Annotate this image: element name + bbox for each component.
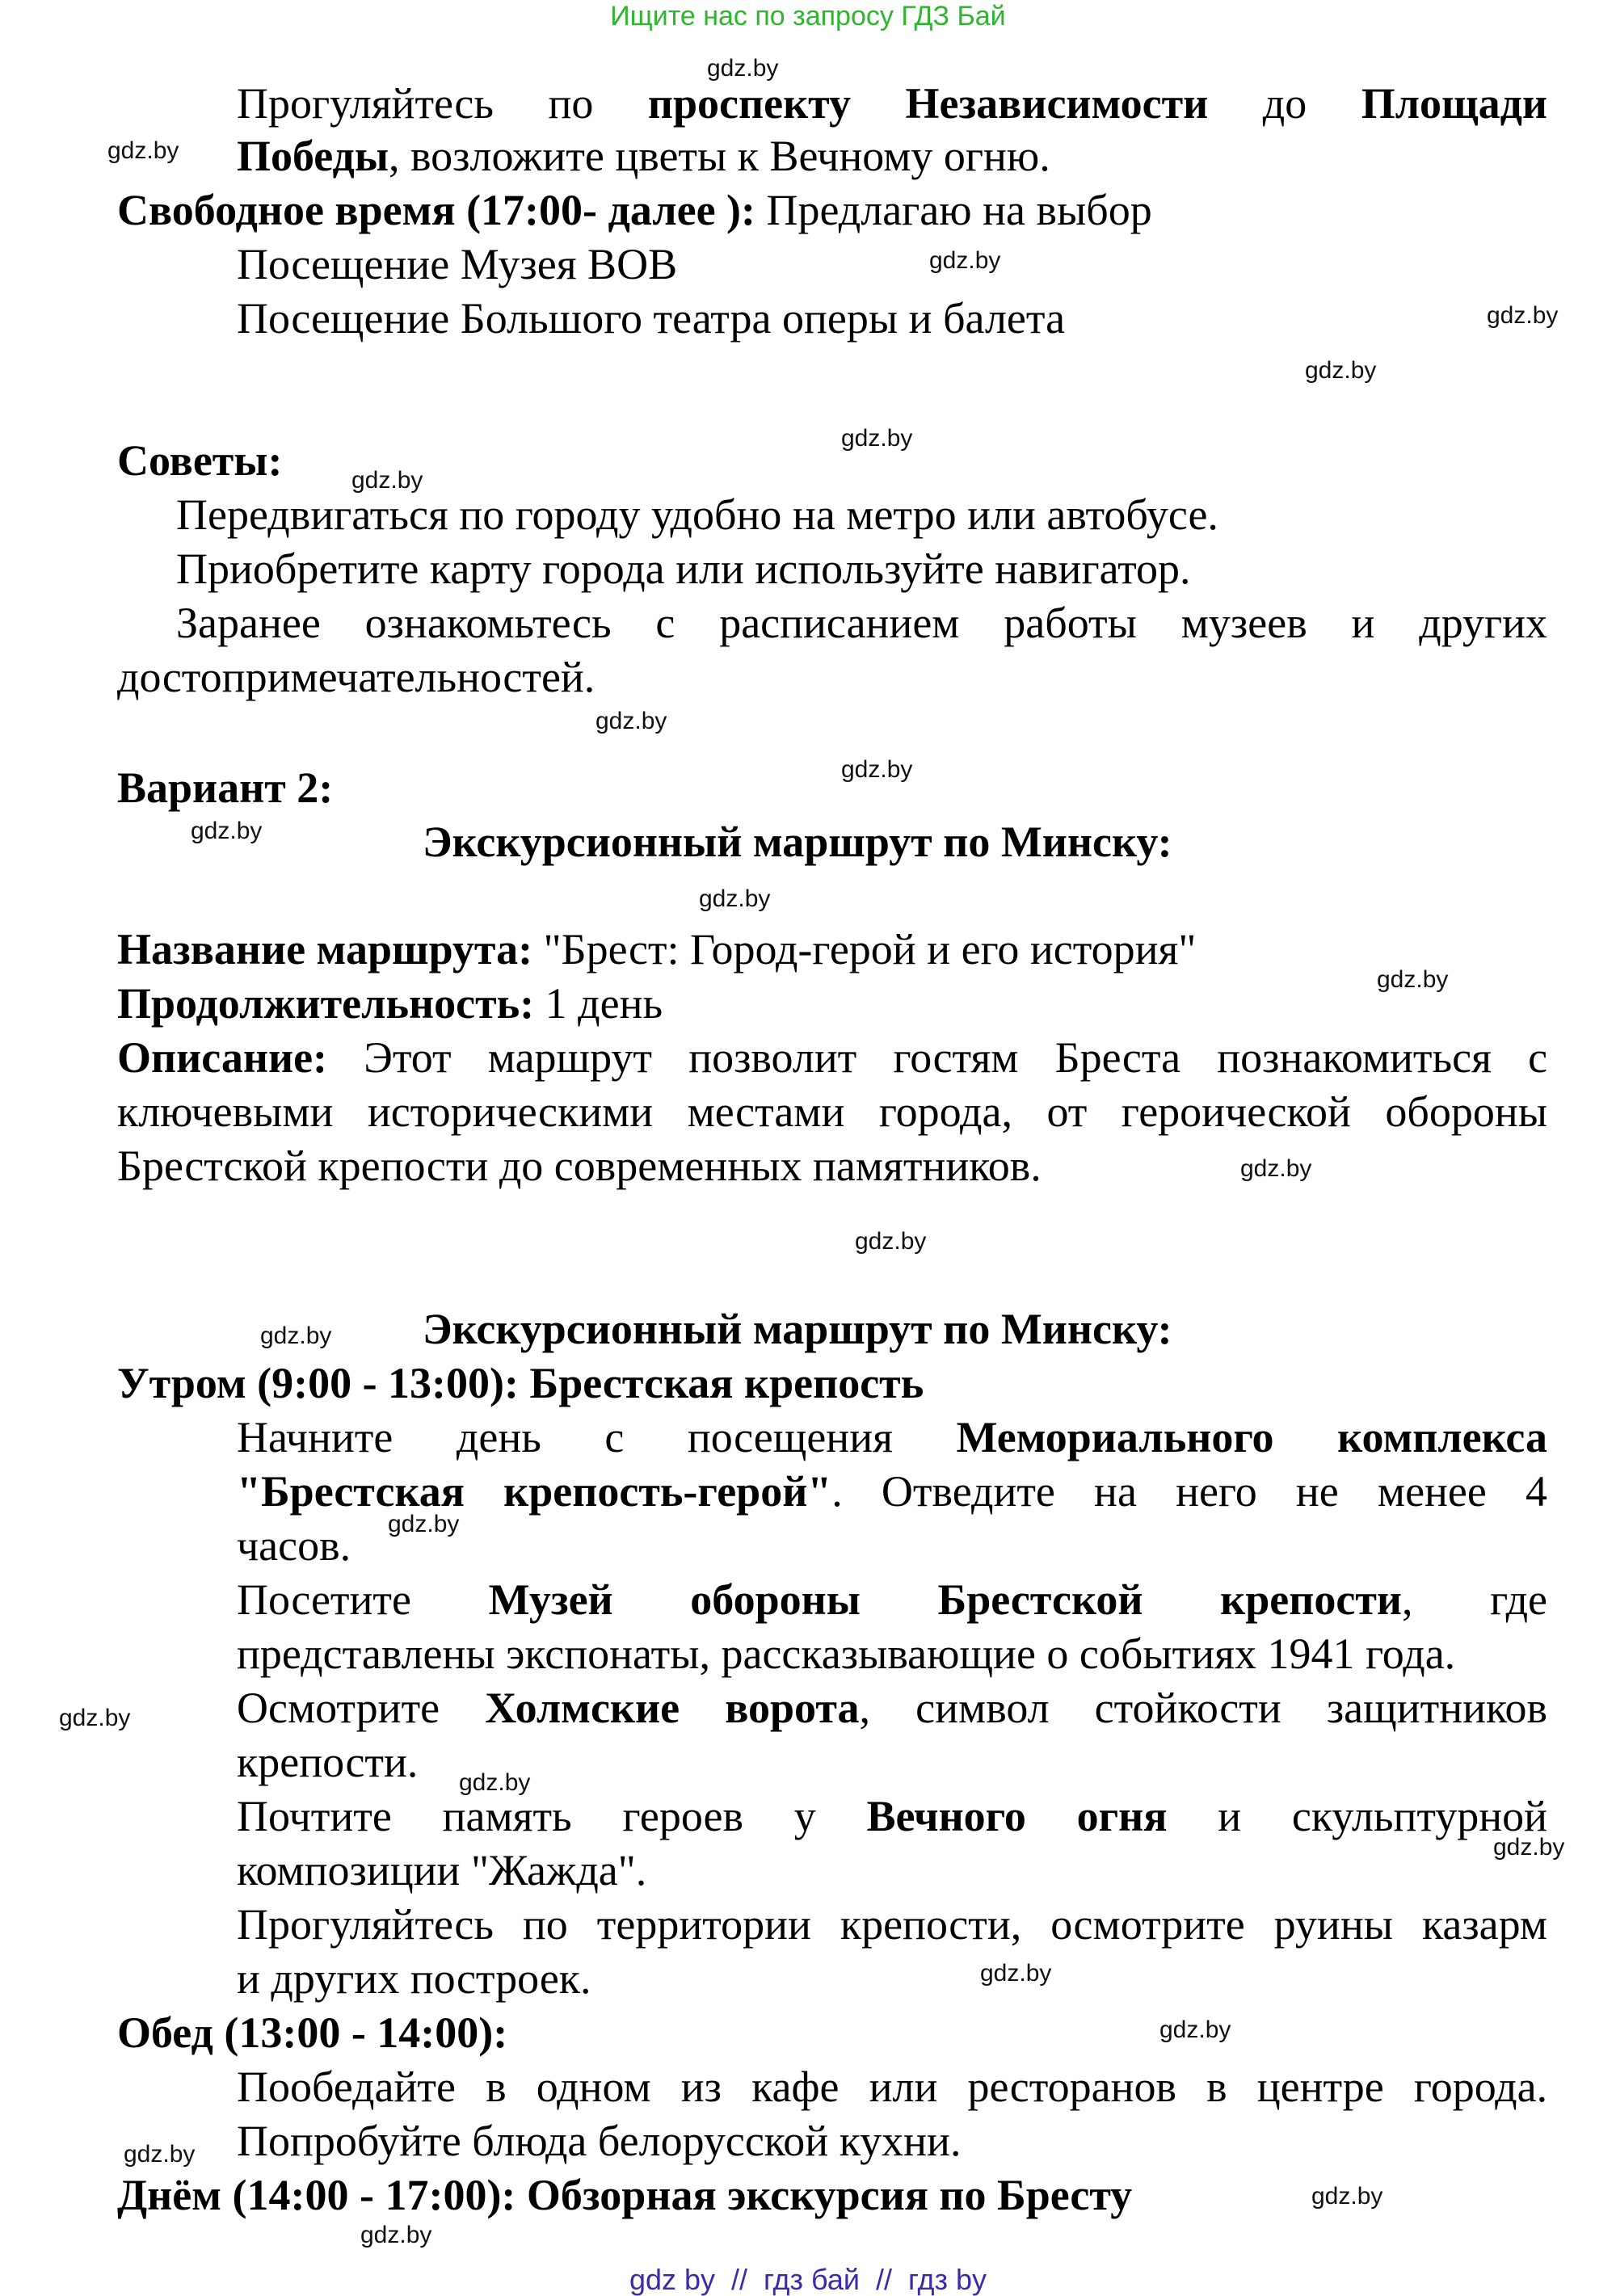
tips-heading xyxy=(117,436,282,485)
value: "Брест: Город-герой и его история" xyxy=(532,925,1197,973)
word: центре xyxy=(1256,2063,1384,2111)
watermark: gdz.by xyxy=(1311,2183,1383,2210)
watermark: gdz.by xyxy=(260,1323,332,1349)
tip-2: Приобретите карту города или используйте навигатор. xyxy=(176,545,1191,593)
route-duration xyxy=(117,979,663,1028)
description-line-2 xyxy=(117,1087,1547,1136)
word: Прогуляйтесь xyxy=(237,1900,494,1949)
top-banner: Ищите нас по запросу ГДЗ Бай xyxy=(610,1,1006,32)
word: Заранее xyxy=(176,599,321,647)
footer-separator: // xyxy=(715,2263,764,2296)
watermark: gdz.by xyxy=(707,55,779,82)
word: руины xyxy=(1273,1900,1394,1949)
tip-3-line-2: достопримечательностей. xyxy=(117,653,595,701)
word: из xyxy=(680,2063,722,2111)
bold-word: Площади xyxy=(1361,79,1548,128)
word: города. xyxy=(1413,2063,1548,2111)
word: Начните xyxy=(237,1413,393,1461)
morning-item-4-line-1 xyxy=(237,1792,1547,1840)
watermark: gdz.by xyxy=(855,1228,927,1255)
watermark: gdz.by xyxy=(1159,2016,1231,2043)
word: казарм xyxy=(1421,1900,1547,1949)
footer-links xyxy=(0,2264,1616,2296)
heading-text: Советы: xyxy=(117,436,283,485)
word: Прогуляйтесь xyxy=(237,79,494,128)
intro-line-1 xyxy=(237,79,1547,128)
word: посещения xyxy=(687,1413,893,1461)
footer-link-gdz-by[interactable]: gdz by xyxy=(629,2263,716,2296)
watermark: gdz.by xyxy=(59,1705,131,1731)
lunch-line-1 xyxy=(237,2063,1547,2111)
label: Продолжительность: xyxy=(117,979,535,1028)
word: кафе xyxy=(751,2063,840,2111)
lunch-label xyxy=(117,2008,507,2057)
word: память xyxy=(442,1792,572,1840)
watermark: gdz.by xyxy=(699,885,771,912)
morning-item-3-line-2: крепости. xyxy=(237,1738,419,1786)
word: с xyxy=(655,599,675,647)
bold-word: Холмские ворота xyxy=(485,1684,860,1732)
word: города, xyxy=(878,1087,1013,1136)
watermark: gdz.by xyxy=(124,2141,196,2168)
watermark: gdz.by xyxy=(1493,1834,1565,1861)
word: или xyxy=(869,2063,938,2111)
variant-heading xyxy=(117,763,333,812)
word: ключевыми xyxy=(117,1087,334,1136)
morning-item-1-line-2 xyxy=(237,1467,1547,1516)
word: Посетите xyxy=(237,1575,411,1624)
morning-item-1-line-1 xyxy=(237,1413,1547,1461)
watermark: gdz.by xyxy=(388,1511,460,1537)
word: расписанием xyxy=(719,599,960,647)
bold-word: Мемориального xyxy=(956,1413,1274,1461)
word: Пообедайте xyxy=(237,2063,456,2111)
word: на xyxy=(1094,1467,1137,1516)
heading-text: Вариант 2: xyxy=(117,763,334,812)
word: скульптурной xyxy=(1291,1792,1548,1840)
bold-word: Вечного огня xyxy=(866,1792,1168,1840)
morning-item-2-line-1 xyxy=(237,1575,1547,1624)
afternoon-label xyxy=(117,2171,1132,2219)
word: и xyxy=(1351,599,1375,647)
morning-item-1-line-3: часов. xyxy=(237,1521,351,1570)
word: позволит xyxy=(688,1033,857,1082)
bold-word: комплекса xyxy=(1337,1413,1548,1461)
word: от xyxy=(1046,1087,1088,1136)
itinerary-title xyxy=(423,1305,1172,1353)
word: по xyxy=(522,1900,568,1949)
route-title xyxy=(423,818,1172,866)
word: . Отведите xyxy=(831,1467,1055,1516)
word: Бреста xyxy=(1054,1033,1181,1082)
free-time-line xyxy=(117,186,1152,234)
word: с xyxy=(1528,1033,1548,1082)
morning-item-4-line-2: композиции "Жажда". xyxy=(237,1846,647,1894)
label: Днём (14:00 - 17:00): Обзорная экскурсия по Бресту xyxy=(117,2171,1133,2219)
label: Описание: xyxy=(117,1033,328,1082)
word: у xyxy=(793,1792,816,1840)
word: где xyxy=(1490,1575,1548,1624)
heading-text: Экскурсионный маршрут по Минску: xyxy=(423,1305,1172,1353)
value: 1 день xyxy=(534,979,663,1028)
word: менее xyxy=(1377,1467,1487,1516)
morning-item-3-line-1 xyxy=(237,1684,1547,1732)
description-line-1 xyxy=(117,1033,1547,1082)
watermark: gdz.by xyxy=(980,1960,1052,1987)
morning-item-5-line-1 xyxy=(237,1900,1547,1949)
footer-link-gdz-by-ru[interactable]: гдз by xyxy=(908,2263,987,2296)
morning-item-5-line-2: и других построек. xyxy=(237,1954,591,2003)
watermark: gdz.by xyxy=(1305,357,1377,384)
watermark: gdz.by xyxy=(1487,302,1559,329)
route-name xyxy=(117,925,1196,973)
word: не xyxy=(1295,1467,1339,1516)
word: ресторанов xyxy=(967,2063,1177,2111)
description-line-3: Брестской крепости до современных памятников. xyxy=(117,1142,1042,1190)
watermark: gdz.by xyxy=(360,2222,432,2248)
watermark: gdz.by xyxy=(191,818,263,844)
free-time-option-2: Посещение Большого театра оперы и балета xyxy=(237,294,1066,343)
footer-separator: // xyxy=(859,2263,908,2296)
word: до xyxy=(1262,79,1307,128)
bold-word: "Брестская xyxy=(237,1467,465,1516)
tip-3-line-1 xyxy=(176,599,1547,647)
bold-word: крепости xyxy=(1220,1575,1402,1624)
word: Осмотрите xyxy=(237,1684,440,1732)
word: территории xyxy=(596,1900,811,1949)
free-time-text: Предлагаю на выбор xyxy=(755,186,1152,234)
word: крепости, xyxy=(840,1900,1022,1949)
watermark: gdz.by xyxy=(929,247,1001,274)
word: , символ xyxy=(859,1684,1050,1732)
watermark: gdz.by xyxy=(595,708,667,734)
word: день xyxy=(456,1413,541,1461)
bold-word: проспекту xyxy=(647,79,851,128)
intro-line-2 xyxy=(237,132,1050,180)
word: познакомиться xyxy=(1217,1033,1492,1082)
heading-text: Экскурсионный маршрут по Минску: xyxy=(423,818,1172,866)
word: музеев xyxy=(1180,599,1307,647)
word: героев xyxy=(622,1792,743,1840)
watermark: gdz.by xyxy=(841,756,913,783)
bold-word: Независимости xyxy=(905,79,1209,128)
word: с xyxy=(604,1413,625,1461)
watermark: gdz.by xyxy=(459,1769,531,1796)
word: по xyxy=(548,79,594,128)
word: в xyxy=(486,2063,507,2111)
lunch-line-2: Попробуйте блюда белорусской кухни. xyxy=(237,2117,962,2165)
word: в xyxy=(1206,2063,1227,2111)
free-time-option-1: Посещение Музея ВОВ xyxy=(237,240,678,288)
word: и xyxy=(1218,1792,1242,1840)
word: работы xyxy=(1004,599,1137,647)
word: других xyxy=(1419,599,1548,647)
word: гостям xyxy=(893,1033,1019,1082)
bold-word: Музей xyxy=(488,1575,613,1624)
label: Название маршрута: xyxy=(117,925,533,973)
word: осмотрите xyxy=(1050,1900,1245,1949)
morning-label xyxy=(117,1359,924,1407)
bold-word: Победы xyxy=(237,132,389,180)
bold-word: крепость-герой" xyxy=(503,1467,832,1516)
word: ознакомьтесь xyxy=(364,599,612,647)
footer-link-gdz-bai[interactable]: гдз бай xyxy=(764,2263,860,2296)
word: 4 xyxy=(1526,1467,1548,1516)
label: Обед (13:00 - 14:00): xyxy=(117,2008,508,2057)
bold-word: Брестской xyxy=(937,1575,1143,1624)
word: , xyxy=(1402,1575,1413,1624)
word: героической xyxy=(1121,1087,1351,1136)
watermark: gdz.by xyxy=(1240,1155,1312,1182)
morning-item-2-line-2: представлены экспонаты, рассказывающие о событиях 1941 года. xyxy=(237,1629,1456,1678)
word: защитников xyxy=(1326,1684,1548,1732)
watermark: gdz.by xyxy=(351,467,423,494)
word: историческими xyxy=(367,1087,654,1136)
word: него xyxy=(1176,1467,1257,1516)
word: маршрут xyxy=(487,1033,653,1082)
word: стойкости xyxy=(1094,1684,1281,1732)
label: Утром (9:00 - 13:00): Брестская крепость xyxy=(117,1359,924,1407)
word: местами xyxy=(687,1087,845,1136)
bold-word: обороны xyxy=(690,1575,861,1624)
tip-1: Передвигаться по городу удобно на метро или автобусе. xyxy=(176,490,1218,539)
text: , возложите цветы к Вечному огню. xyxy=(389,132,1050,180)
word: одном xyxy=(536,2063,651,2111)
word: обороны xyxy=(1385,1087,1548,1136)
watermark: gdz.by xyxy=(1377,966,1449,993)
word: Почтите xyxy=(237,1792,392,1840)
word: Этот xyxy=(364,1033,452,1082)
watermark: gdz.by xyxy=(841,425,913,452)
watermark: gdz.by xyxy=(107,137,179,164)
free-time-label: Свободное время (17:00- далее ): xyxy=(117,186,756,234)
